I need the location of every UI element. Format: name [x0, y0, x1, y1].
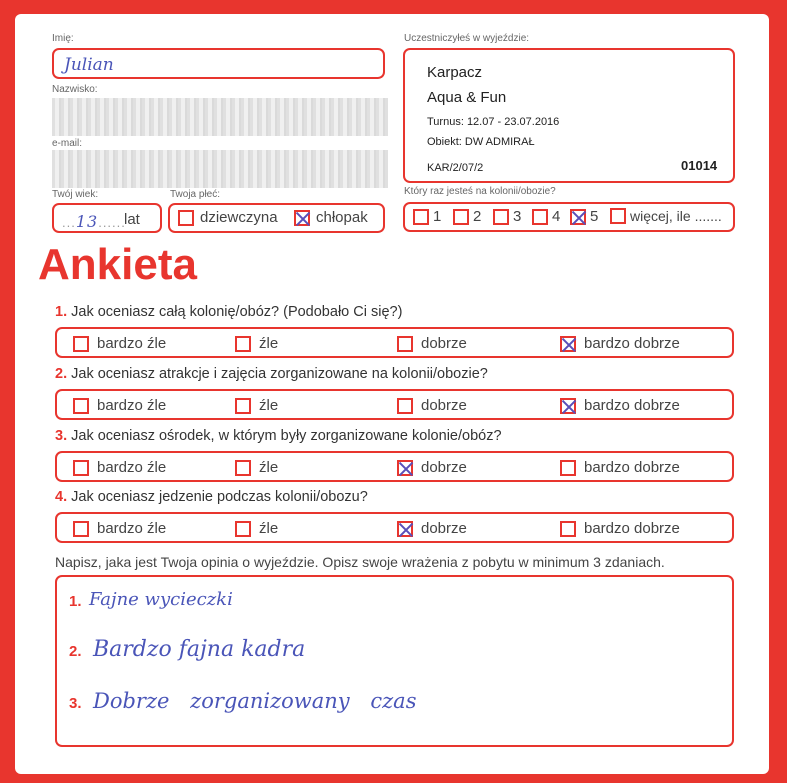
answer-number: 2.: [69, 643, 82, 660]
question-number: 2.: [55, 366, 68, 382]
name-value: Julian: [64, 55, 114, 75]
rating-label: bardzo źle: [97, 335, 167, 352]
rating-option[interactable]: [235, 459, 278, 476]
answer-number: 1.: [69, 593, 82, 610]
rating-option[interactable]: [235, 397, 278, 414]
age-field[interactable]: [52, 203, 162, 233]
checkbox-icon[interactable]: [235, 521, 251, 537]
rating-label: bardzo dobrze: [584, 459, 680, 476]
rating-label: bardzo źle: [97, 397, 167, 414]
checkbox-icon[interactable]: [73, 336, 89, 352]
rating-option[interactable]: [560, 520, 680, 537]
times-field: [403, 202, 735, 232]
rating-option[interactable]: [397, 459, 467, 476]
times-option-5[interactable]: [570, 208, 598, 225]
question-1-text: [55, 304, 402, 320]
checked-checkbox-icon[interactable]: [570, 209, 586, 225]
times-option-more[interactable]: [610, 208, 722, 224]
checkbox-icon[interactable]: [235, 336, 251, 352]
checkbox-icon[interactable]: [413, 209, 429, 225]
surname-redacted: [52, 98, 388, 136]
question-4-text: [55, 489, 368, 505]
checkbox-icon[interactable]: [178, 210, 194, 226]
age-label: Twój wiek:: [52, 189, 99, 200]
checkbox-icon[interactable]: [73, 398, 89, 414]
checkbox-icon[interactable]: [73, 521, 89, 537]
checkbox-icon[interactable]: [235, 460, 251, 476]
age-dots: ...13......: [62, 212, 126, 231]
times-option-4[interactable]: [532, 208, 560, 225]
checked-checkbox-icon[interactable]: [294, 210, 310, 226]
rating-label: dobrze: [421, 459, 467, 476]
name-label: Imię:: [52, 33, 74, 44]
checkbox-icon[interactable]: [610, 208, 626, 224]
rating-label: bardzo dobrze: [584, 397, 680, 414]
checkbox-icon[interactable]: [73, 460, 89, 476]
rating-label: źle: [259, 520, 279, 537]
times-label: Który raz jesteś na kolonii/obozie?: [404, 186, 556, 197]
rating-label: bardzo dobrze: [584, 520, 680, 537]
rating-label: bardzo źle: [97, 459, 167, 476]
times-option-label: 3: [513, 208, 522, 225]
times-option-label: więcej, ile .......: [630, 208, 722, 224]
rating-option[interactable]: [560, 397, 680, 414]
rating-option[interactable]: [73, 397, 166, 414]
opinion-box[interactable]: [55, 575, 734, 747]
question-1-scale: [55, 327, 734, 358]
trip-turnus: Turnus: 12.07 - 23.07.2016: [427, 116, 560, 128]
rating-option[interactable]: [235, 335, 278, 352]
checkbox-icon[interactable]: [397, 398, 413, 414]
answer-2-text: Bardzo fajna kadra: [93, 637, 306, 662]
answer-3-text: Dobrze zorganizowany czas: [93, 689, 417, 713]
trip-box: [403, 48, 735, 183]
age-value: 13: [75, 212, 99, 231]
times-option-label: 4: [552, 208, 561, 225]
rating-option[interactable]: [560, 459, 680, 476]
question-number: 1.: [55, 304, 68, 320]
question-4-scale: [55, 512, 734, 543]
checked-checkbox-icon[interactable]: [397, 460, 413, 476]
gender-label: Twoja płeć:: [170, 189, 221, 200]
rating-option[interactable]: [397, 335, 467, 352]
age-unit: lat: [124, 211, 140, 228]
question-text: Jak oceniasz całą kolonię/obóz? (Podobało Ci się?): [71, 304, 403, 320]
answer-1-text: Fajne wycieczki: [89, 589, 233, 610]
gender-option-girl[interactable]: [178, 209, 278, 226]
rating-option[interactable]: [397, 520, 467, 537]
rating-option[interactable]: [397, 397, 467, 414]
times-option-label: 2: [473, 208, 482, 225]
trip-place: Karpacz: [427, 64, 483, 81]
checked-checkbox-icon[interactable]: [560, 398, 576, 414]
checked-checkbox-icon[interactable]: [560, 336, 576, 352]
question-2-text: [55, 366, 488, 382]
question-text: Jak oceniasz atrakcje i zajęcia zorganizowane na kolonii/obozie?: [71, 366, 488, 382]
checkbox-icon[interactable]: [560, 460, 576, 476]
rating-label: dobrze: [421, 520, 467, 537]
name-field[interactable]: [52, 48, 385, 79]
checkbox-icon[interactable]: [560, 521, 576, 537]
rating-label: dobrze: [421, 397, 467, 414]
rating-option[interactable]: [560, 335, 680, 352]
trip-number: 01014: [681, 158, 718, 173]
question-number: 4.: [55, 489, 68, 505]
page-title: Ankieta: [38, 240, 197, 289]
checkbox-icon[interactable]: [397, 336, 413, 352]
rating-label: bardzo dobrze: [584, 335, 680, 352]
question-text: Jak oceniasz ośrodek, w którym były zorganizowane kolonie/obóz?: [71, 428, 502, 444]
checkbox-icon[interactable]: [532, 209, 548, 225]
times-option-3[interactable]: [493, 208, 521, 225]
gender-option-boy[interactable]: [294, 209, 368, 226]
trip-obiekt: Obiekt: DW ADMIRAŁ: [427, 136, 535, 148]
rating-label: bardzo źle: [97, 520, 167, 537]
times-option-label: 1: [433, 208, 442, 225]
times-option-2[interactable]: [453, 208, 481, 225]
checkbox-icon[interactable]: [235, 398, 251, 414]
rating-label: dobrze: [421, 335, 467, 352]
gender-option-label: chłopak: [316, 209, 368, 226]
surname-label: Nazwisko:: [52, 84, 98, 95]
rating-option[interactable]: [73, 520, 166, 537]
rating-option[interactable]: [235, 520, 278, 537]
question-3-text: [55, 428, 502, 444]
rating-label: źle: [259, 397, 279, 414]
answer-number: 3.: [69, 695, 82, 712]
checkbox-icon[interactable]: [453, 209, 469, 225]
rating-option[interactable]: [73, 459, 166, 476]
times-option-1[interactable]: [413, 208, 441, 225]
rating-label: źle: [259, 335, 279, 352]
checked-checkbox-icon[interactable]: [397, 521, 413, 537]
checkbox-icon[interactable]: [493, 209, 509, 225]
trip-program: Aqua & Fun: [427, 89, 507, 106]
opinion-prompt: Napisz, jaka jest Twoja opinia o wyjeździe. Opisz swoje wrażenia z pobytu w minimum 3 zdaniach.: [55, 554, 665, 570]
rating-option[interactable]: [73, 335, 166, 352]
trip-label: Uczestniczyłeś w wyjeździe:: [404, 33, 530, 44]
rating-label: źle: [259, 459, 279, 476]
question-3-scale: [55, 451, 734, 482]
question-text: Jak oceniasz jedzenie podczas kolonii/obozu?: [71, 489, 368, 505]
gender-option-label: dziewczyna: [200, 209, 278, 226]
email-label: e-mail:: [52, 138, 83, 149]
question-2-scale: [55, 389, 734, 420]
times-option-label: 5: [590, 208, 599, 225]
trip-code: KAR/2/07/2: [427, 162, 484, 174]
email-redacted: [52, 150, 388, 188]
question-number: 3.: [55, 428, 68, 444]
gender-field: [168, 203, 385, 233]
